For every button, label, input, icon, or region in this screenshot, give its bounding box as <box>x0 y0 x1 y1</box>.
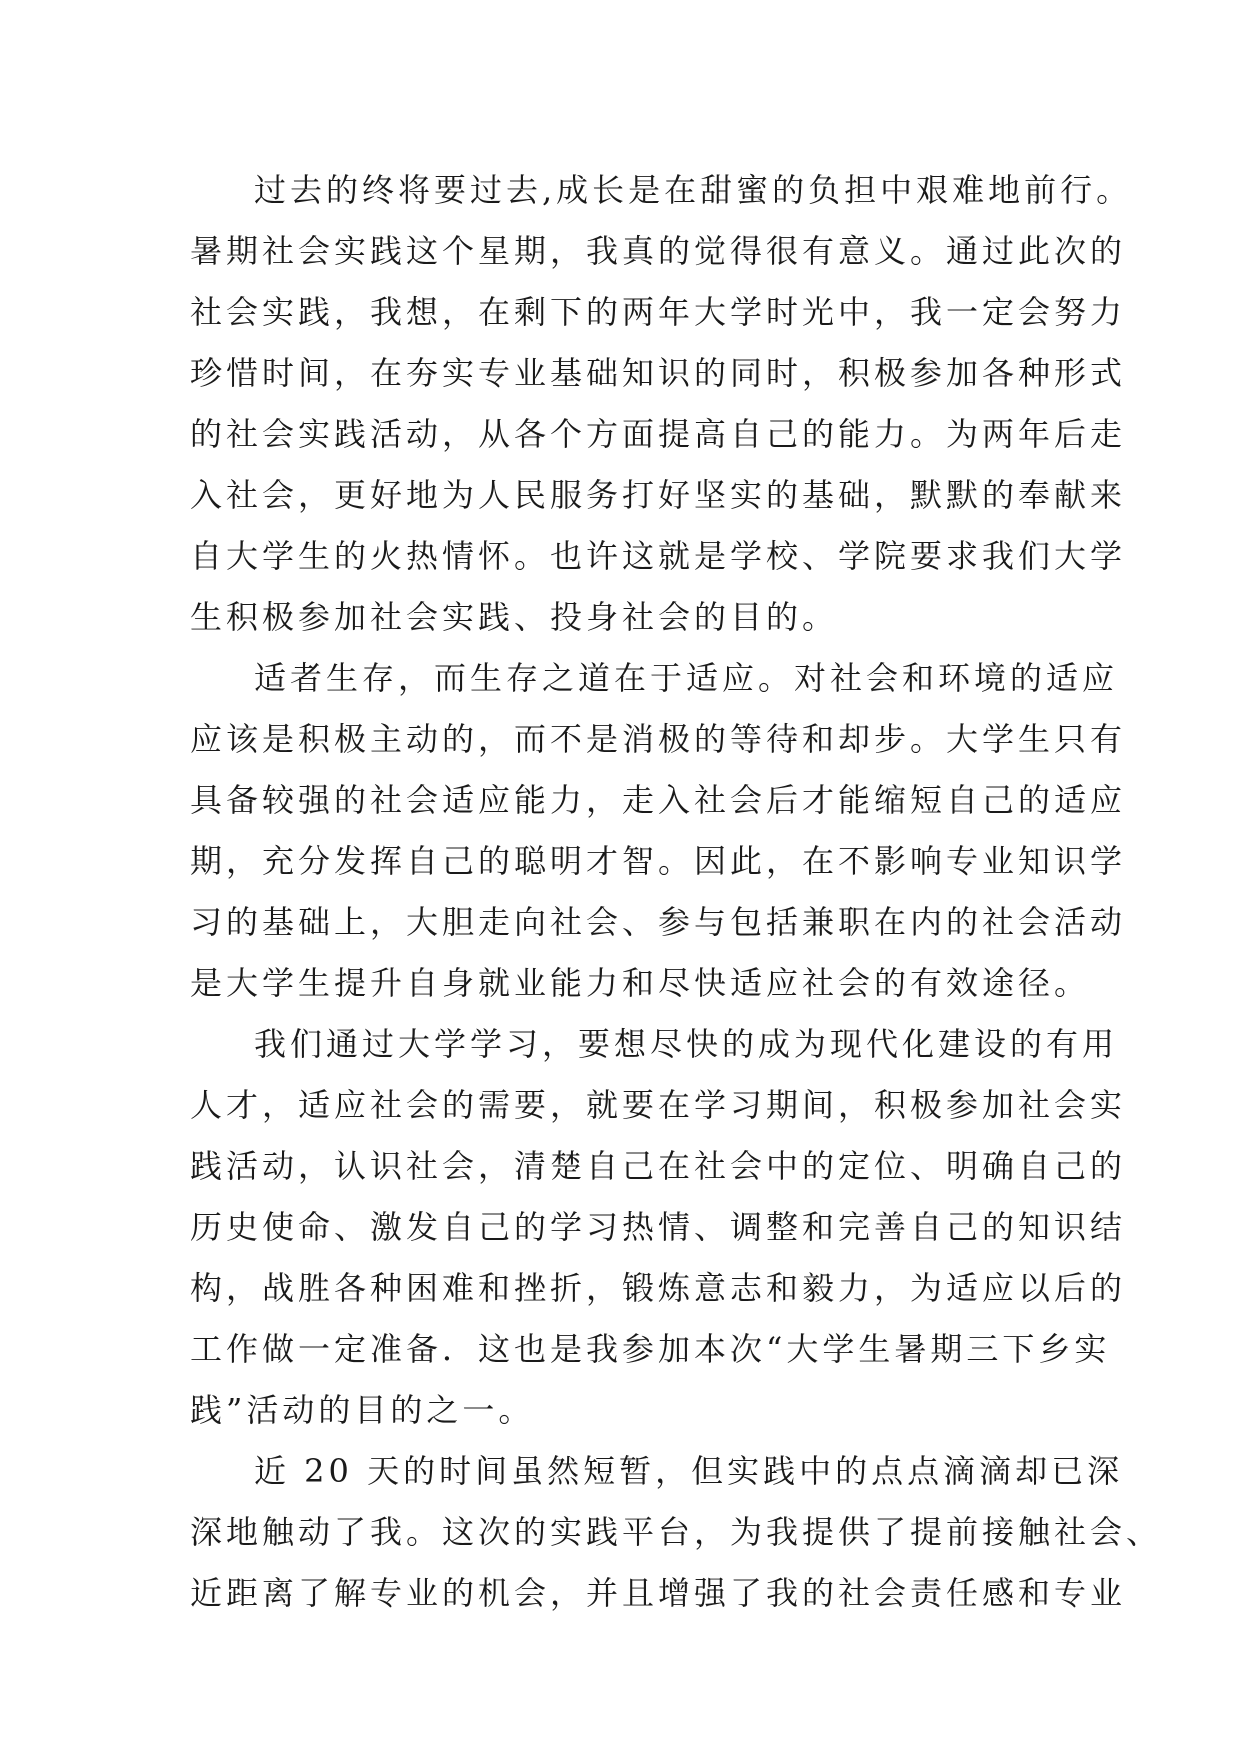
paragraph-2 <box>190 648 1127 1014</box>
document-body <box>190 160 1163 1624</box>
text-line: 近距离了解专业的机会，并且增强了我的社会责任感和专业 <box>190 1574 1127 1612</box>
text-line: 习的基础上，大胆走向社会、参与包括兼职在内的社会活动 <box>190 903 1127 941</box>
text-line: 工作做一定准备．这也是我参加本次“大学生暑期三下乡实 <box>190 1330 1111 1368</box>
text-line: 适者生存，而生存之道在于适应。对社会和环境的适应 <box>254 659 1119 697</box>
text-line: 具备较强的社会适应能力，走入社会后才能缩短自己的适应 <box>190 781 1127 819</box>
text-line: 深地触动了我。这次的实践平台，为我提供了提前接触社会、 <box>190 1513 1163 1551</box>
text-line: 入社会，更好地为人民服务打好坚实的基础，默默的奉献来 <box>190 476 1127 514</box>
paragraph-4 <box>190 1441 1163 1624</box>
text-line: 构，战胜各种困难和挫折，锻炼意志和毅力，为适应以后的 <box>190 1269 1127 1307</box>
text-line: 践活动，认识社会，清楚自己在社会中的定位、明确自己的 <box>190 1147 1127 1185</box>
text-line: 的社会实践活动，从各个方面提高自己的能力。为两年后走 <box>190 415 1127 453</box>
text-line: 暑期社会实践这个星期，我真的觉得很有意义。通过此次的 <box>190 232 1127 270</box>
text-line: 珍惜时间，在夯实专业基础知识的同时，积极参加各种形式 <box>190 354 1127 392</box>
text-line: 我们通过大学学习，要想尽快的成为现代化建设的有用 <box>254 1025 1119 1063</box>
text-line: 自大学生的火热情怀。也许这就是学校、学院要求我们大学 <box>190 537 1127 575</box>
paragraph-1 <box>190 160 1133 648</box>
text-line: 过去的终将要过去,成长是在甜蜜的负担中艰难地前行。 <box>254 171 1133 209</box>
text-line: 期，充分发挥自己的聪明才智。因此，在不影响专业知识学 <box>190 842 1127 880</box>
text-line: 践”活动的目的之一。 <box>190 1391 535 1429</box>
text-line: 是大学生提升自身就业能力和尽快适应社会的有效途径。 <box>190 964 1091 1002</box>
text-line: 社会实践，我想，在剩下的两年大学时光中，我一定会努力 <box>190 293 1127 331</box>
text-line: 生积极参加社会实践、投身社会的目的。 <box>190 598 839 636</box>
text-line: 人才，适应社会的需要，就要在学习期间，积极参加社会实 <box>190 1086 1127 1124</box>
text-line: 历史使命、激发自己的学习热情、调整和完善自己的知识结 <box>190 1208 1127 1246</box>
text-line: 应该是积极主动的，而不是消极的等待和却步。大学生只有 <box>190 720 1127 758</box>
paragraph-3 <box>190 1014 1127 1441</box>
text-line: 近 20 天的时间虽然短暂，但实践中的点点滴滴却已深 <box>254 1452 1124 1490</box>
